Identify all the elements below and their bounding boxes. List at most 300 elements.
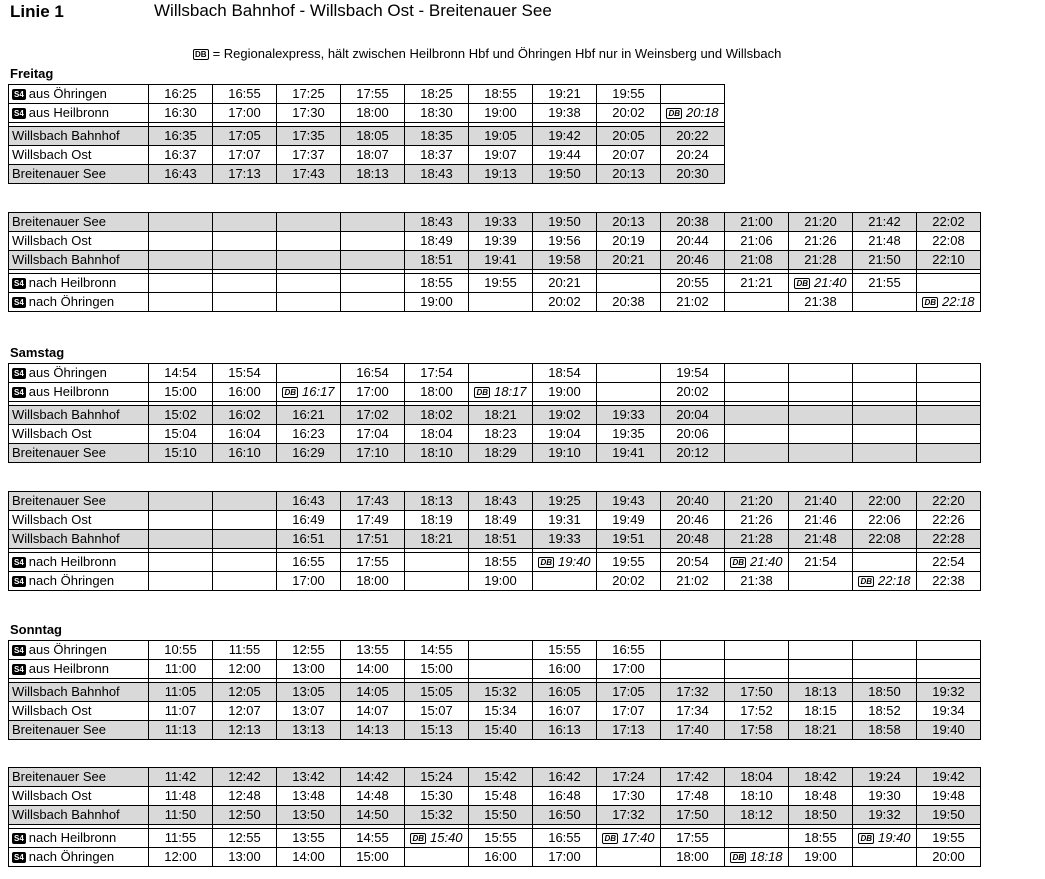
time-cell	[917, 383, 981, 402]
time-cell	[853, 660, 917, 679]
time-cell: 18:19	[405, 511, 469, 530]
time-cell: 22:28	[917, 530, 981, 549]
time-cell: 19:00	[789, 848, 853, 867]
time-cell	[213, 274, 277, 293]
time-cell: 17:50	[661, 806, 725, 825]
time-cell	[405, 829, 469, 848]
time-cell: 17:30	[277, 104, 341, 123]
time-cell: 22:08	[853, 530, 917, 549]
db-badge-icon: DB	[924, 298, 936, 307]
stop-label	[9, 406, 149, 425]
time-cell: 12:00	[213, 660, 277, 679]
time-cell	[789, 444, 853, 463]
time-cell: 15:42	[469, 768, 533, 787]
time-cell: 17:35	[277, 127, 341, 146]
time-text: 16:17	[302, 384, 335, 399]
stop-name: Breitenauer See	[12, 445, 106, 460]
time-cell	[917, 425, 981, 444]
time-cell: 15:54	[213, 364, 277, 383]
time-cell: 11:50	[149, 806, 213, 825]
time-cell: 14:07	[341, 702, 405, 721]
time-text: 22:18	[942, 294, 975, 309]
time-cell: 11:55	[149, 829, 213, 848]
time-cell: 20:24	[661, 146, 725, 165]
time-cell: 18:43	[469, 492, 533, 511]
time-cell: 18:49	[405, 232, 469, 251]
time-cell: 16:07	[533, 702, 597, 721]
table-row	[9, 829, 981, 848]
time-cell	[789, 364, 853, 383]
table-row	[9, 425, 981, 444]
time-cell: 17:55	[341, 553, 405, 572]
timetable	[8, 767, 981, 867]
stop-name: Willsbach Ost	[12, 147, 92, 162]
table-row	[9, 721, 981, 740]
time-cell: 20:46	[661, 251, 725, 270]
time-cell: 17:43	[277, 165, 341, 184]
time-cell: 11:05	[149, 683, 213, 702]
time-cell: 15:00	[341, 848, 405, 867]
time-cell: 20:02	[597, 572, 661, 591]
time-cell: 18:23	[469, 425, 533, 444]
time-cell: 21:08	[725, 251, 789, 270]
time-cell: 15:30	[405, 787, 469, 806]
time-cell: 15:32	[405, 806, 469, 825]
time-cell: 19:49	[597, 511, 661, 530]
time-cell	[853, 364, 917, 383]
stop-name: Willsbach Bahnhof	[12, 531, 120, 546]
time-cell: 19:04	[533, 425, 597, 444]
time-cell: 19:33	[469, 213, 533, 232]
time-cell: 13:48	[277, 787, 341, 806]
time-cell: 16:42	[533, 768, 597, 787]
db-badge-icon: DB	[860, 834, 872, 843]
time-cell	[853, 641, 917, 660]
table-row	[9, 492, 981, 511]
stop-label	[9, 721, 149, 740]
time-cell: 21:02	[661, 572, 725, 591]
time-cell: 12:13	[213, 721, 277, 740]
time-cell: 20:13	[597, 213, 661, 232]
time-cell: 18:35	[405, 127, 469, 146]
time-cell: 22:26	[917, 511, 981, 530]
time-cell: 18:04	[405, 425, 469, 444]
time-cell: 19:00	[533, 383, 597, 402]
stop-label	[9, 829, 149, 848]
stop-label	[9, 641, 149, 660]
time-cell: 19:41	[469, 251, 533, 270]
time-cell: 17:00	[213, 104, 277, 123]
stop-name: Willsbach Bahnhof	[12, 407, 120, 422]
stop-label	[9, 511, 149, 530]
time-cell: 22:08	[917, 232, 981, 251]
time-cell: 19:00	[469, 104, 533, 123]
time-cell: 20:22	[661, 127, 725, 146]
time-cell: 17:10	[341, 444, 405, 463]
time-cell: 11:48	[149, 787, 213, 806]
time-cell: 15:40	[469, 721, 533, 740]
time-cell: 20:48	[661, 530, 725, 549]
time-cell: 16:51	[277, 530, 341, 549]
s4-badge-icon: S4	[14, 279, 24, 288]
stop-name: Willsbach Ost	[12, 512, 92, 527]
stop-name: nach Heilbronn	[28, 275, 117, 290]
time-cell	[789, 641, 853, 660]
time-cell: 21:54	[789, 553, 853, 572]
table-row	[9, 406, 981, 425]
db-badge-icon: DB	[732, 853, 744, 862]
time-cell: 14:50	[341, 806, 405, 825]
db-badge-icon: DB	[412, 834, 424, 843]
time-cell: 18:58	[853, 721, 917, 740]
time-cell	[149, 492, 213, 511]
time-cell: 16:25	[149, 85, 213, 104]
time-cell: 17:37	[277, 146, 341, 165]
time-cell: 20:02	[661, 383, 725, 402]
table-row	[9, 251, 981, 270]
time-cell	[853, 848, 917, 867]
time-cell	[213, 213, 277, 232]
table-row	[9, 806, 981, 825]
time-cell: 17:40	[661, 721, 725, 740]
time-cell: 16:49	[277, 511, 341, 530]
time-cell: 21:55	[853, 274, 917, 293]
time-cell: 18:15	[789, 702, 853, 721]
time-cell: 19:42	[917, 768, 981, 787]
table-row	[9, 293, 981, 312]
time-cell: 21:02	[661, 293, 725, 312]
s4-badge-icon: S4	[14, 834, 24, 843]
stop-label	[9, 848, 149, 867]
time-cell	[341, 274, 405, 293]
time-cell	[725, 383, 789, 402]
time-cell: 17:13	[597, 721, 661, 740]
stop-label	[9, 146, 149, 165]
time-cell: 21:21	[725, 274, 789, 293]
time-text: 19:40	[878, 830, 911, 845]
table-row	[9, 232, 981, 251]
s4-badge-icon: S4	[14, 298, 24, 307]
stop-label	[9, 383, 149, 402]
time-cell	[853, 406, 917, 425]
time-cell: 12:55	[277, 641, 341, 660]
table-row	[9, 511, 981, 530]
time-cell: 20:44	[661, 232, 725, 251]
time-cell	[853, 444, 917, 463]
time-cell: 19:33	[597, 406, 661, 425]
time-cell: 18:10	[405, 444, 469, 463]
time-cell: 20:04	[661, 406, 725, 425]
s4-badge-icon: S4	[14, 369, 24, 378]
time-cell	[661, 104, 725, 123]
time-cell: 16:13	[533, 721, 597, 740]
time-cell	[725, 293, 789, 312]
time-cell: 18:00	[341, 572, 405, 591]
time-cell: 22:38	[917, 572, 981, 591]
time-cell: 19:25	[533, 492, 597, 511]
time-cell	[853, 425, 917, 444]
time-cell	[277, 364, 341, 383]
time-cell	[597, 829, 661, 848]
time-cell: 15:07	[405, 702, 469, 721]
time-text: 18:18	[750, 849, 783, 864]
time-cell	[789, 274, 853, 293]
time-cell	[789, 406, 853, 425]
time-cell	[149, 232, 213, 251]
time-cell: 21:28	[789, 251, 853, 270]
time-cell	[213, 553, 277, 572]
time-cell: 18:29	[469, 444, 533, 463]
time-cell: 19:33	[533, 530, 597, 549]
time-cell	[213, 293, 277, 312]
db-badge-icon: DB	[860, 577, 872, 586]
time-cell	[149, 530, 213, 549]
time-cell: 21:26	[725, 511, 789, 530]
time-cell: 22:10	[917, 251, 981, 270]
time-cell	[405, 553, 469, 572]
time-cell: 21:48	[853, 232, 917, 251]
time-cell: 17:49	[341, 511, 405, 530]
stop-name: Willsbach Ost	[12, 788, 92, 803]
time-cell	[149, 251, 213, 270]
time-cell	[469, 364, 533, 383]
time-cell: 18:12	[725, 806, 789, 825]
time-cell: 20:21	[597, 251, 661, 270]
time-cell: 16:21	[277, 406, 341, 425]
time-cell: 17:00	[341, 383, 405, 402]
time-cell: 16:54	[341, 364, 405, 383]
time-cell	[213, 530, 277, 549]
s4-badge-icon: S4	[14, 388, 24, 397]
s4-badge-icon: S4	[14, 90, 24, 99]
stop-label	[9, 104, 149, 123]
db-badge-icon: DB	[732, 558, 744, 567]
stop-label	[9, 293, 149, 312]
time-cell: 18:21	[405, 530, 469, 549]
table-row	[9, 572, 981, 591]
stop-name: Willsbach Ost	[12, 426, 92, 441]
time-cell: 16:35	[149, 127, 213, 146]
time-cell	[533, 553, 597, 572]
time-cell: 13:55	[341, 641, 405, 660]
time-cell: 19:50	[917, 806, 981, 825]
time-text: 19:40	[558, 554, 591, 569]
time-cell	[469, 293, 533, 312]
time-cell: 13:13	[277, 721, 341, 740]
stop-name: Willsbach Bahnhof	[12, 684, 120, 699]
time-text: 18:17	[494, 384, 527, 399]
time-cell: 10:55	[149, 641, 213, 660]
time-cell: 21:38	[725, 572, 789, 591]
time-cell: 19:34	[917, 702, 981, 721]
time-cell: 16:10	[213, 444, 277, 463]
timetable	[8, 84, 725, 184]
time-cell: 18:04	[725, 768, 789, 787]
time-cell: 11:55	[213, 641, 277, 660]
time-cell: 20:00	[917, 848, 981, 867]
time-cell: 19:50	[533, 213, 597, 232]
time-cell: 16:00	[469, 848, 533, 867]
time-text: 15:40	[430, 830, 463, 845]
s4-badge-icon: S4	[14, 665, 24, 674]
time-cell	[725, 406, 789, 425]
time-cell: 16:55	[533, 829, 597, 848]
stop-label	[9, 444, 149, 463]
time-cell: 21:06	[725, 232, 789, 251]
table-row	[9, 641, 981, 660]
time-cell	[597, 364, 661, 383]
time-cell	[725, 364, 789, 383]
stop-name: Willsbach Ost	[12, 703, 92, 718]
time-cell	[725, 641, 789, 660]
s4-badge-icon: S4	[14, 558, 24, 567]
stop-name: Breitenauer See	[12, 769, 106, 784]
time-cell: 13:50	[277, 806, 341, 825]
stop-label	[9, 787, 149, 806]
time-cell: 17:07	[597, 702, 661, 721]
time-cell	[917, 364, 981, 383]
time-cell: 17:58	[725, 721, 789, 740]
time-cell: 18:52	[853, 702, 917, 721]
stop-label	[9, 127, 149, 146]
stop-label	[9, 165, 149, 184]
table-row	[9, 530, 981, 549]
time-cell: 14:00	[277, 848, 341, 867]
time-cell: 11:00	[149, 660, 213, 679]
stop-name: Breitenauer See	[12, 493, 106, 508]
time-cell: 15:10	[149, 444, 213, 463]
timetable	[8, 363, 981, 463]
stop-label	[9, 660, 149, 679]
time-cell: 15:50	[469, 806, 533, 825]
db-badge-icon: DB	[796, 279, 808, 288]
table-row	[9, 165, 725, 184]
time-cell	[213, 492, 277, 511]
time-cell: 18:43	[405, 165, 469, 184]
time-text: 17:40	[622, 830, 655, 845]
time-cell: 21:00	[725, 213, 789, 232]
stop-name: Willsbach Bahnhof	[12, 807, 120, 822]
time-cell: 15:24	[405, 768, 469, 787]
time-cell: 18:51	[469, 530, 533, 549]
table-row	[9, 553, 981, 572]
time-cell: 17:24	[597, 768, 661, 787]
time-cell: 20:46	[661, 511, 725, 530]
time-cell: 12:48	[213, 787, 277, 806]
time-cell	[341, 293, 405, 312]
time-cell: 21:40	[789, 492, 853, 511]
time-cell: 20:07	[597, 146, 661, 165]
time-text: 22:18	[878, 573, 911, 588]
time-cell	[533, 572, 597, 591]
table-row	[9, 702, 981, 721]
time-cell: 14:55	[405, 641, 469, 660]
time-cell	[277, 293, 341, 312]
s4-badge-icon: S4	[14, 646, 24, 655]
timetable	[8, 491, 981, 591]
time-cell: 17:05	[213, 127, 277, 146]
route-title: Willsbach Bahnhof - Willsbach Ost - Breitenauer See	[154, 1, 552, 20]
time-cell: 22:20	[917, 492, 981, 511]
time-cell	[213, 251, 277, 270]
time-cell: 22:02	[917, 213, 981, 232]
stop-label	[9, 425, 149, 444]
time-cell: 18:13	[405, 492, 469, 511]
time-cell: 16:30	[149, 104, 213, 123]
time-cell	[469, 660, 533, 679]
time-cell: 14:55	[341, 829, 405, 848]
time-cell: 19:32	[917, 683, 981, 702]
db-badge-icon: DB	[540, 558, 552, 567]
time-cell: 15:55	[533, 641, 597, 660]
time-cell: 16:23	[277, 425, 341, 444]
time-cell	[277, 383, 341, 402]
time-cell: 16:00	[533, 660, 597, 679]
stop-name: aus Heilbronn	[28, 105, 110, 120]
stop-name: nach Öhringen	[28, 294, 115, 309]
db-badge-icon: DB	[668, 109, 680, 118]
table-row	[9, 213, 981, 232]
time-cell: 17:54	[405, 364, 469, 383]
time-cell: 20:38	[661, 213, 725, 232]
time-cell: 20:12	[661, 444, 725, 463]
time-cell: 17:55	[341, 85, 405, 104]
time-cell	[277, 251, 341, 270]
time-cell: 15:55	[469, 829, 533, 848]
time-cell: 21:48	[789, 530, 853, 549]
stop-label	[9, 530, 149, 549]
time-cell: 19:32	[853, 806, 917, 825]
time-cell: 19:39	[469, 232, 533, 251]
time-cell: 19:41	[597, 444, 661, 463]
time-cell	[661, 660, 725, 679]
time-cell: 20:40	[661, 492, 725, 511]
db-badge-icon: DB	[195, 50, 207, 59]
time-cell: 19:35	[597, 425, 661, 444]
time-cell	[597, 274, 661, 293]
timetable	[8, 640, 981, 740]
time-cell: 19:54	[661, 364, 725, 383]
time-cell: 18:55	[469, 553, 533, 572]
time-cell: 20:30	[661, 165, 725, 184]
time-cell: 19:42	[533, 127, 597, 146]
time-cell: 20:13	[597, 165, 661, 184]
time-cell: 17:48	[661, 787, 725, 806]
stop-label	[9, 85, 149, 104]
time-cell	[149, 213, 213, 232]
time-cell: 17:02	[341, 406, 405, 425]
time-cell: 18:10	[725, 787, 789, 806]
time-cell: 15:32	[469, 683, 533, 702]
legend-text: = Regionalexpress, hält zwischen Heilbronn Hbf und Öhringen Hbf nur in Weinsberg und Willsbach	[212, 46, 782, 61]
stop-label	[9, 702, 149, 721]
time-cell: 19:40	[917, 721, 981, 740]
time-cell: 18:02	[405, 406, 469, 425]
time-cell	[597, 848, 661, 867]
time-cell: 17:43	[341, 492, 405, 511]
time-cell: 15:00	[149, 383, 213, 402]
time-cell	[341, 251, 405, 270]
time-cell: 18:00	[405, 383, 469, 402]
stop-name: aus Öhringen	[28, 365, 107, 380]
time-cell: 12:42	[213, 768, 277, 787]
time-cell	[725, 660, 789, 679]
table-row	[9, 85, 725, 104]
time-cell: 19:13	[469, 165, 533, 184]
stop-name: nach Heilbronn	[28, 830, 117, 845]
time-cell: 14:13	[341, 721, 405, 740]
time-cell	[917, 660, 981, 679]
